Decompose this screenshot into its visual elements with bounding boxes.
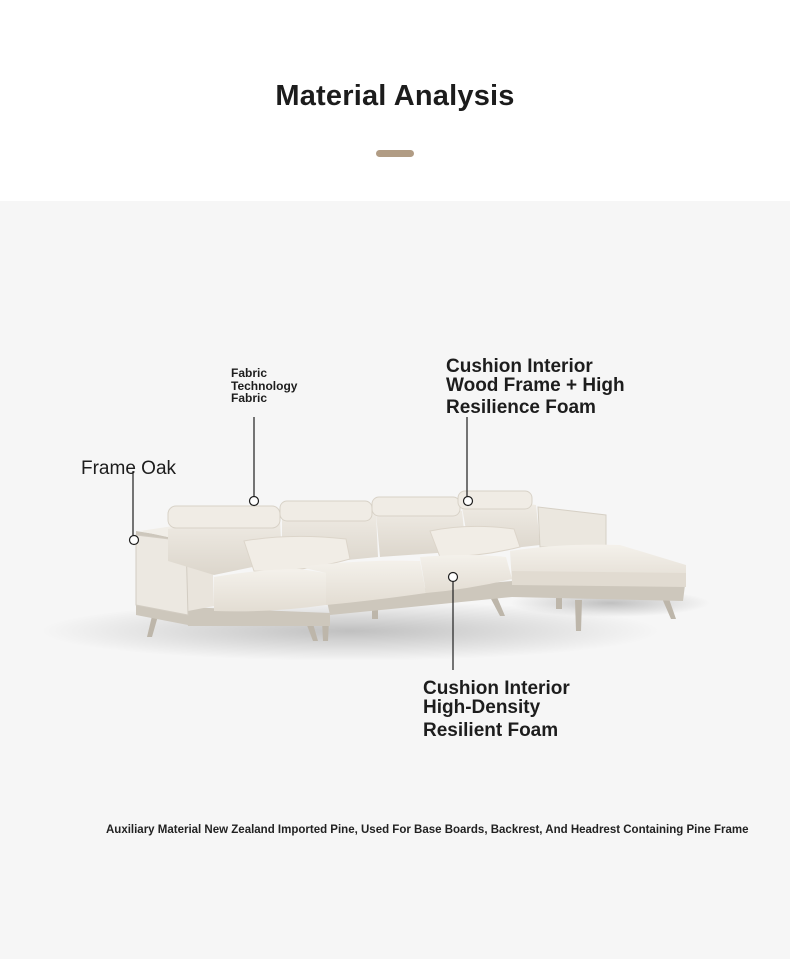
callout-fabric — [231, 367, 321, 405]
callout-cushion-seat-line2: High-Density — [423, 697, 541, 718]
callout-cushion-seat-line1: Cushion Interior — [423, 678, 570, 699]
callout-cushion-seat — [423, 679, 643, 740]
callout-frame-oak: Frame Oak — [81, 458, 177, 479]
sofa-illustration — [0, 201, 790, 959]
callout-cushion-back-line1: Cushion Interior — [446, 356, 593, 377]
material-stage — [0, 201, 790, 959]
page-title: Material Analysis — [275, 80, 515, 112]
callout-fabric-line3: Fabric — [231, 391, 268, 405]
callout-fabric-line1: Fabric — [231, 366, 268, 380]
callout-cushion-back — [446, 357, 676, 417]
page-header — [0, 0, 790, 201]
callout-fabric-line2: Technology — [231, 378, 298, 393]
title-underline — [376, 150, 414, 157]
auxiliary-material-note: Auxiliary Material New Zealand Imported Pine, Used For Base Boards, Backrest, And Headrest Containing Pine Frame — [106, 824, 749, 836]
callout-cushion-back-line3: Resilience Foam — [446, 397, 596, 418]
callout-cushion-back-line2: Wood Frame + High — [446, 375, 625, 396]
callout-cushion-seat-line3: Resilient Foam — [423, 720, 559, 741]
